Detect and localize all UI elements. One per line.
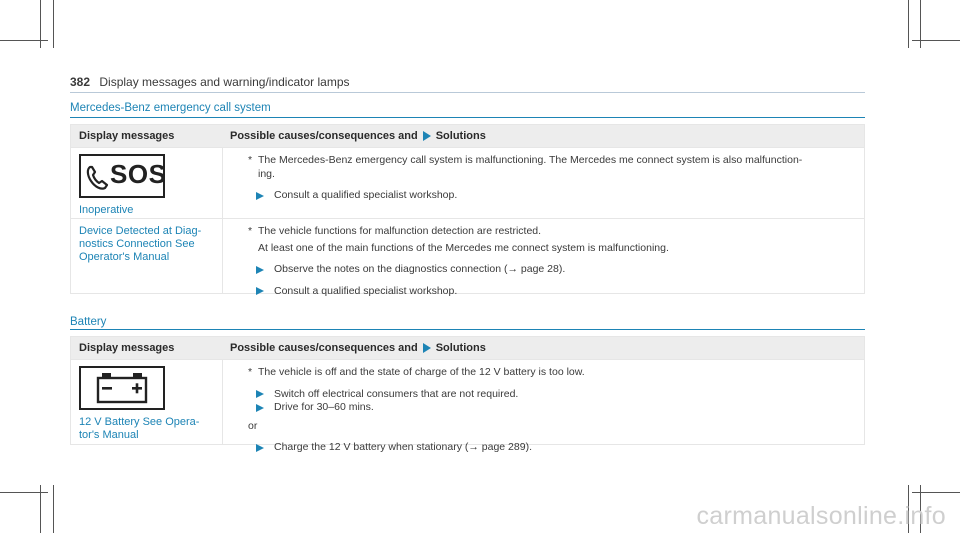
col-causes-solutions xyxy=(223,342,486,354)
crop-mark xyxy=(0,40,48,41)
col-solutions-label: Solutions xyxy=(435,342,486,354)
col-display-messages: Display messages xyxy=(79,342,175,354)
solution-step-text: Consult a qualified specialist workshop. xyxy=(274,189,458,201)
cause-text xyxy=(230,225,856,239)
play-arrow-icon xyxy=(256,444,264,452)
play-arrow-icon xyxy=(423,131,431,141)
causes-solutions-cell xyxy=(223,148,864,218)
col-solutions-label: Solutions xyxy=(435,130,486,142)
cause-line: ing. xyxy=(258,167,275,180)
table-header xyxy=(71,337,864,359)
section-title-emergency-call: Mercedes-Benz emergency call system xyxy=(70,102,271,114)
sos-phone-icon xyxy=(79,154,165,198)
section-title-battery: Battery xyxy=(70,316,107,328)
solution-step xyxy=(230,285,856,299)
display-message-cell xyxy=(71,219,223,293)
solution-step-text: Switch off electrical consumers that are not required. xyxy=(274,387,519,400)
sos-icon-text: SOS xyxy=(110,159,167,189)
play-arrow-icon xyxy=(256,266,264,274)
display-message-cell xyxy=(71,360,223,444)
cause-text xyxy=(230,366,856,380)
display-message-cell xyxy=(71,148,223,218)
crop-mark xyxy=(908,0,909,48)
causes-solutions-cell xyxy=(223,360,864,453)
crop-mark xyxy=(53,0,54,48)
play-arrow-icon xyxy=(256,287,264,295)
crop-mark xyxy=(53,485,54,533)
crop-mark xyxy=(0,492,48,493)
causes-solutions-cell xyxy=(223,219,864,297)
cause-line: The vehicle functions for malfunction detection are restricted. xyxy=(258,225,542,237)
solution-step xyxy=(230,189,856,203)
display-message-inoperative: Inoperative xyxy=(79,204,134,216)
cause-text xyxy=(230,154,856,168)
display-message-device-detected: Device Detected at Diag-nostics Connection See Operator's Manual xyxy=(79,225,202,263)
table-row xyxy=(71,147,864,218)
play-arrow-icon xyxy=(423,343,431,353)
or-label: or xyxy=(248,419,258,432)
watermark: carmanualsonline.info xyxy=(696,502,946,530)
page-number: 382 xyxy=(70,75,91,89)
solution-step xyxy=(230,388,856,402)
page-header xyxy=(70,75,350,89)
play-arrow-icon xyxy=(256,404,264,412)
solution-step-text: Drive for 30–60 mins. xyxy=(274,401,374,413)
solution-step xyxy=(230,401,856,415)
page-header-title: Display messages and warning/indicator lamps xyxy=(99,75,350,89)
cause-line: At least one of the main functions of the Mercedes me connect system is malfunctioning. xyxy=(258,241,669,254)
crop-mark xyxy=(912,40,960,41)
cause-marker: * xyxy=(248,154,253,166)
col-causes-label: Possible causes/consequences and xyxy=(230,342,418,354)
solution-step-text: Charge the 12 V battery when stationary (→ page 289). xyxy=(274,441,532,453)
col-display-messages: Display messages xyxy=(79,130,175,142)
play-arrow-icon xyxy=(256,390,264,398)
emergency-call-table xyxy=(70,124,865,297)
cause-line: The vehicle is off and the state of charge of the 12 V battery is too low. xyxy=(258,366,585,378)
section-rule xyxy=(70,329,865,330)
solution-step xyxy=(230,263,856,277)
col-causes-label: Possible causes/consequences and xyxy=(230,130,418,142)
battery-table xyxy=(70,336,865,453)
header-rule xyxy=(70,92,865,93)
table-row xyxy=(71,359,864,453)
cause-marker: * xyxy=(248,366,253,378)
play-arrow-icon xyxy=(256,192,264,200)
cause-line: The Mercedes-Benz emergency call system is malfunctioning. The Mercedes me connect system is also malfunction- xyxy=(258,154,803,166)
table-row xyxy=(71,218,864,297)
col-causes-solutions xyxy=(223,130,486,142)
table-header xyxy=(71,125,864,147)
solution-step xyxy=(230,441,856,455)
solution-step-text: Consult a qualified specialist workshop. xyxy=(274,284,458,297)
cause-marker: * xyxy=(248,225,253,237)
battery-icon xyxy=(79,366,165,410)
solution-step-text: Observe the notes on the diagnostics connection (→ page 28). xyxy=(274,263,566,275)
crop-mark xyxy=(912,492,960,493)
section-rule xyxy=(70,117,865,118)
display-message-battery: 12 V Battery See Opera-tor's Manual xyxy=(79,416,200,441)
